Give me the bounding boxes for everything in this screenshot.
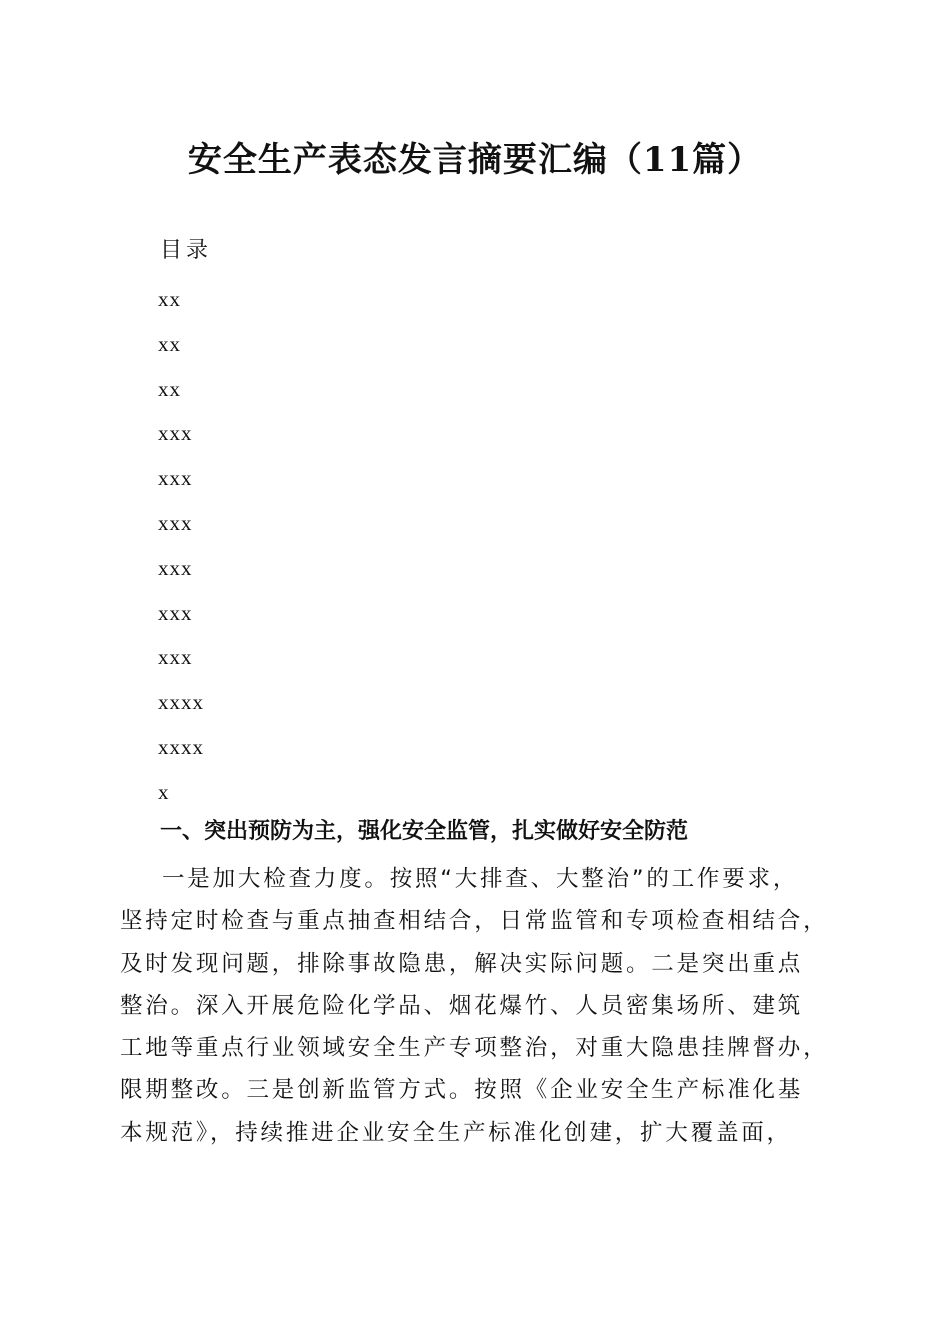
- body-line: 本规范》，持续推进企业安全生产标准化创建，扩大覆盖面，: [120, 1119, 792, 1146]
- body-line: 整治。深入开展危险化学品、烟花爆竹、人员密集场所、建筑: [120, 992, 804, 1019]
- toc-item[interactable]: xxx: [158, 510, 193, 535]
- toc-item[interactable]: xx: [158, 331, 181, 356]
- body-line: 限期整改。三是创新监管方式。按照《企业安全生产标准化基: [120, 1077, 804, 1104]
- toc-item[interactable]: xxx: [158, 421, 193, 446]
- toc-item[interactable]: xxx: [158, 555, 193, 580]
- toc-item[interactable]: x: [158, 779, 170, 804]
- toc-item[interactable]: xxx: [158, 600, 193, 625]
- body-line: 及时发现问题，排除事故隐患，解决实际问题。二是突出重点: [120, 950, 804, 977]
- toc-heading: 目录: [160, 238, 213, 263]
- body-line: 一是加大检查力度。按照“大排查、大整治”的工作要求，: [162, 866, 799, 892]
- toc-list: [158, 283, 204, 821]
- toc-item[interactable]: xx: [158, 376, 181, 401]
- section-heading: 一、突出预防为主，强化安全监管，扎实做好安全防范: [160, 819, 689, 844]
- toc-item[interactable]: xx: [158, 287, 181, 311]
- toc-item[interactable]: xxxx: [158, 690, 204, 715]
- toc-item[interactable]: xxx: [158, 466, 193, 491]
- body-line: 坚持定时检查与重点抽查相结合，日常监管和专项检查相结合，: [120, 908, 829, 935]
- section-body: [120, 858, 832, 1154]
- toc-item[interactable]: xxx: [158, 645, 193, 670]
- body-line: 工地等重点行业领域安全生产专项整治，对重大隐患挂牌督办，: [120, 1035, 829, 1062]
- document-title: 安全生产表态发言摘要汇编（11篇）: [187, 140, 763, 180]
- toc-item[interactable]: xxxx: [158, 734, 204, 759]
